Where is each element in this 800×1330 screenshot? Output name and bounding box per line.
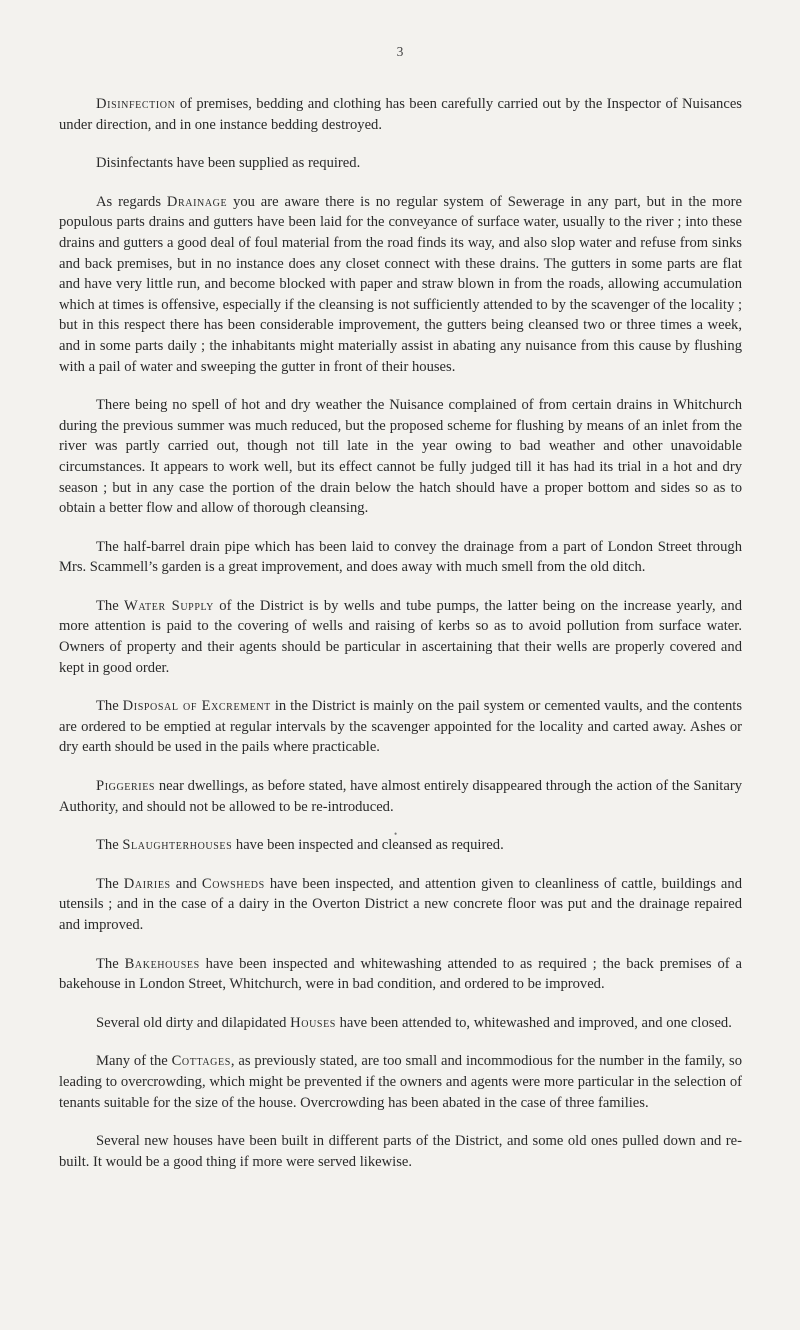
paragraph-nuisance-whitchurch: [59, 395, 742, 519]
paragraph-text: of premises, bedding and clothing has been carefully carried out by the Inspector of Nuisances under direction, and in one instance bedding destroyed.: [59, 96, 742, 133]
paragraph-cottages: [59, 1051, 742, 1113]
paragraph-text: have been attended to, whitewashed and improved, and one closed.: [335, 1014, 732, 1031]
paragraph-text: Many of the: [96, 1053, 172, 1070]
paragraph-text: As regards: [96, 193, 167, 210]
paragraph-excrement: [59, 696, 742, 758]
paragraph-text: you are aware there is no regular system of Sewerage in any part, but in the more populous parts drains and gutters have been laid for the conveyance of surface water, usually to the river ; into these drains and gutters a good deal of foul material from the road finds its way, and also slop water and refuse from sinks and back premises, but in no instance does any closet connect with these drains. The gutters in some parts are flat and have very little run, and become blocked with paper and straw blown in from the roads, allowing accumulation which at times is offensive, especially if the cleansing is not sufficiently attended to by the scavenger of the locality ; but in this respect there has been considerable improvement, the gutters being cleansed two or three times a week, and in some parts daily ; the inhabitants might materially assist in abating any nuisance from this cause by flushing with a pail of water and sweeping the gutter in front of their houses.: [59, 193, 742, 375]
paragraph-text: and: [170, 875, 202, 892]
paragraph-text: near dwellings, as before stated, have almost entirely disappeared through the action of the Sanitary Authority, and should not be allowed to be re-introduced.: [59, 778, 742, 815]
paragraph-disinfection: [59, 94, 742, 135]
paragraph-piggeries: [59, 776, 742, 817]
paragraph-text: have been inspected and cleansed as required.: [232, 837, 504, 854]
paragraph-text: The: [96, 875, 124, 892]
paragraph-text: The: [96, 698, 123, 715]
paragraph-drain-pipe: [59, 537, 742, 578]
paragraph-text: The: [96, 597, 124, 614]
paragraph-text: Several new houses have been built in different parts of the District, and some old ones pulled down and re-built. It would be a good thing if more were served likewise.: [59, 1133, 742, 1170]
section-term: Cottages: [171, 1053, 231, 1070]
paragraph-text: of the District is by wells and tube pumps, the latter being on the increase yearly, and more attention is paid to the covering of wells and raising of kerbs so as to avoid pollution from surface water. Owners of property and their agents should be particular in ascertaining that their wells are properly covered and kept in good order.: [59, 597, 742, 676]
print-mark: •: [394, 829, 398, 839]
paragraph-bakehouses: [59, 954, 742, 995]
paragraph-text: have been inspected and whitewashing attended to as required ; the back premises of a bakehouse in London Street, Whitchurch, were in bad condition, and ordered to be improved.: [59, 955, 743, 993]
section-term: Slaughterhouses: [122, 837, 233, 854]
section-term: Piggeries: [96, 778, 156, 795]
paragraph-slaughterhouses: [59, 835, 742, 856]
section-term: Houses: [290, 1014, 336, 1031]
section-term: Bakehouses: [124, 955, 200, 972]
paragraph-text: The: [96, 955, 125, 972]
paragraph-disinfectants: [59, 153, 742, 174]
section-term: Drainage: [166, 193, 228, 210]
paragraph-new-houses: [59, 1131, 742, 1172]
paragraph-text: in the District is mainly on the pail system or cemented vaults, and the contents are ordered to be emptied at regular intervals by the scavenger appointed for the locality and carted away. Ashes or dry earth should be used in the pails where practicable.: [59, 698, 742, 756]
paragraph-water-supply: [59, 596, 742, 678]
paragraph-text: There being no spell of hot and dry weather the Nuisance complained of from certain drains in Whitchurch during the previous summer was much reduced, but the proposed scheme for flushing by means of an inlet from the river was partly carried out, though not till late in the year owing to bad weather and other unavoidable circumstances. It appears to work well, but its effect cannot be fully judged till it has had its trial in a hot and dry season ; but in any case the portion of the drain below the hatch should have a proper bottom and sides so as to obtain a better flow and allow of thorough cleansing.: [59, 397, 742, 517]
paragraph-text: Disinfectants have been supplied as required.: [96, 155, 361, 172]
paragraph-text: , as previously stated, are too small and incommodious for the number in the family, so leading to overcrowding, which might be prevented if the owners and agents were more particular in the selection of tenants suitable for the size of the house. Overcrowding has been abated in the case of three families.: [59, 1053, 743, 1111]
paragraph-houses: [59, 1013, 742, 1034]
page-number: 3: [396, 44, 404, 59]
paragraph-text: The: [96, 837, 123, 854]
section-term: Water Supply: [123, 597, 215, 614]
body-text: [59, 94, 742, 1190]
section-term: Disinfection: [96, 96, 176, 112]
section-term: Disposal of Excrement: [122, 698, 271, 715]
paragraph-drainage: [59, 192, 742, 377]
section-term: Cowsheds: [201, 875, 265, 892]
paragraph-text: have been inspected, and attention given to cleanliness of cattle, buildings and utensils ; and in the case of a dairy in the Overton District a new concrete floor was put and the drainage repaired and improved.: [59, 875, 743, 933]
paragraph-text: The half-barrel drain pipe which has been laid to convey the drainage from a part of London Street through Mrs. Scammell’s garden is a great improvement, and does away with much smell from the old ditch.: [59, 538, 742, 576]
paragraph-text: Several old dirty and dilapidated: [96, 1014, 291, 1031]
section-term: Dairies: [123, 875, 171, 892]
paragraph-dairies: [59, 874, 742, 936]
